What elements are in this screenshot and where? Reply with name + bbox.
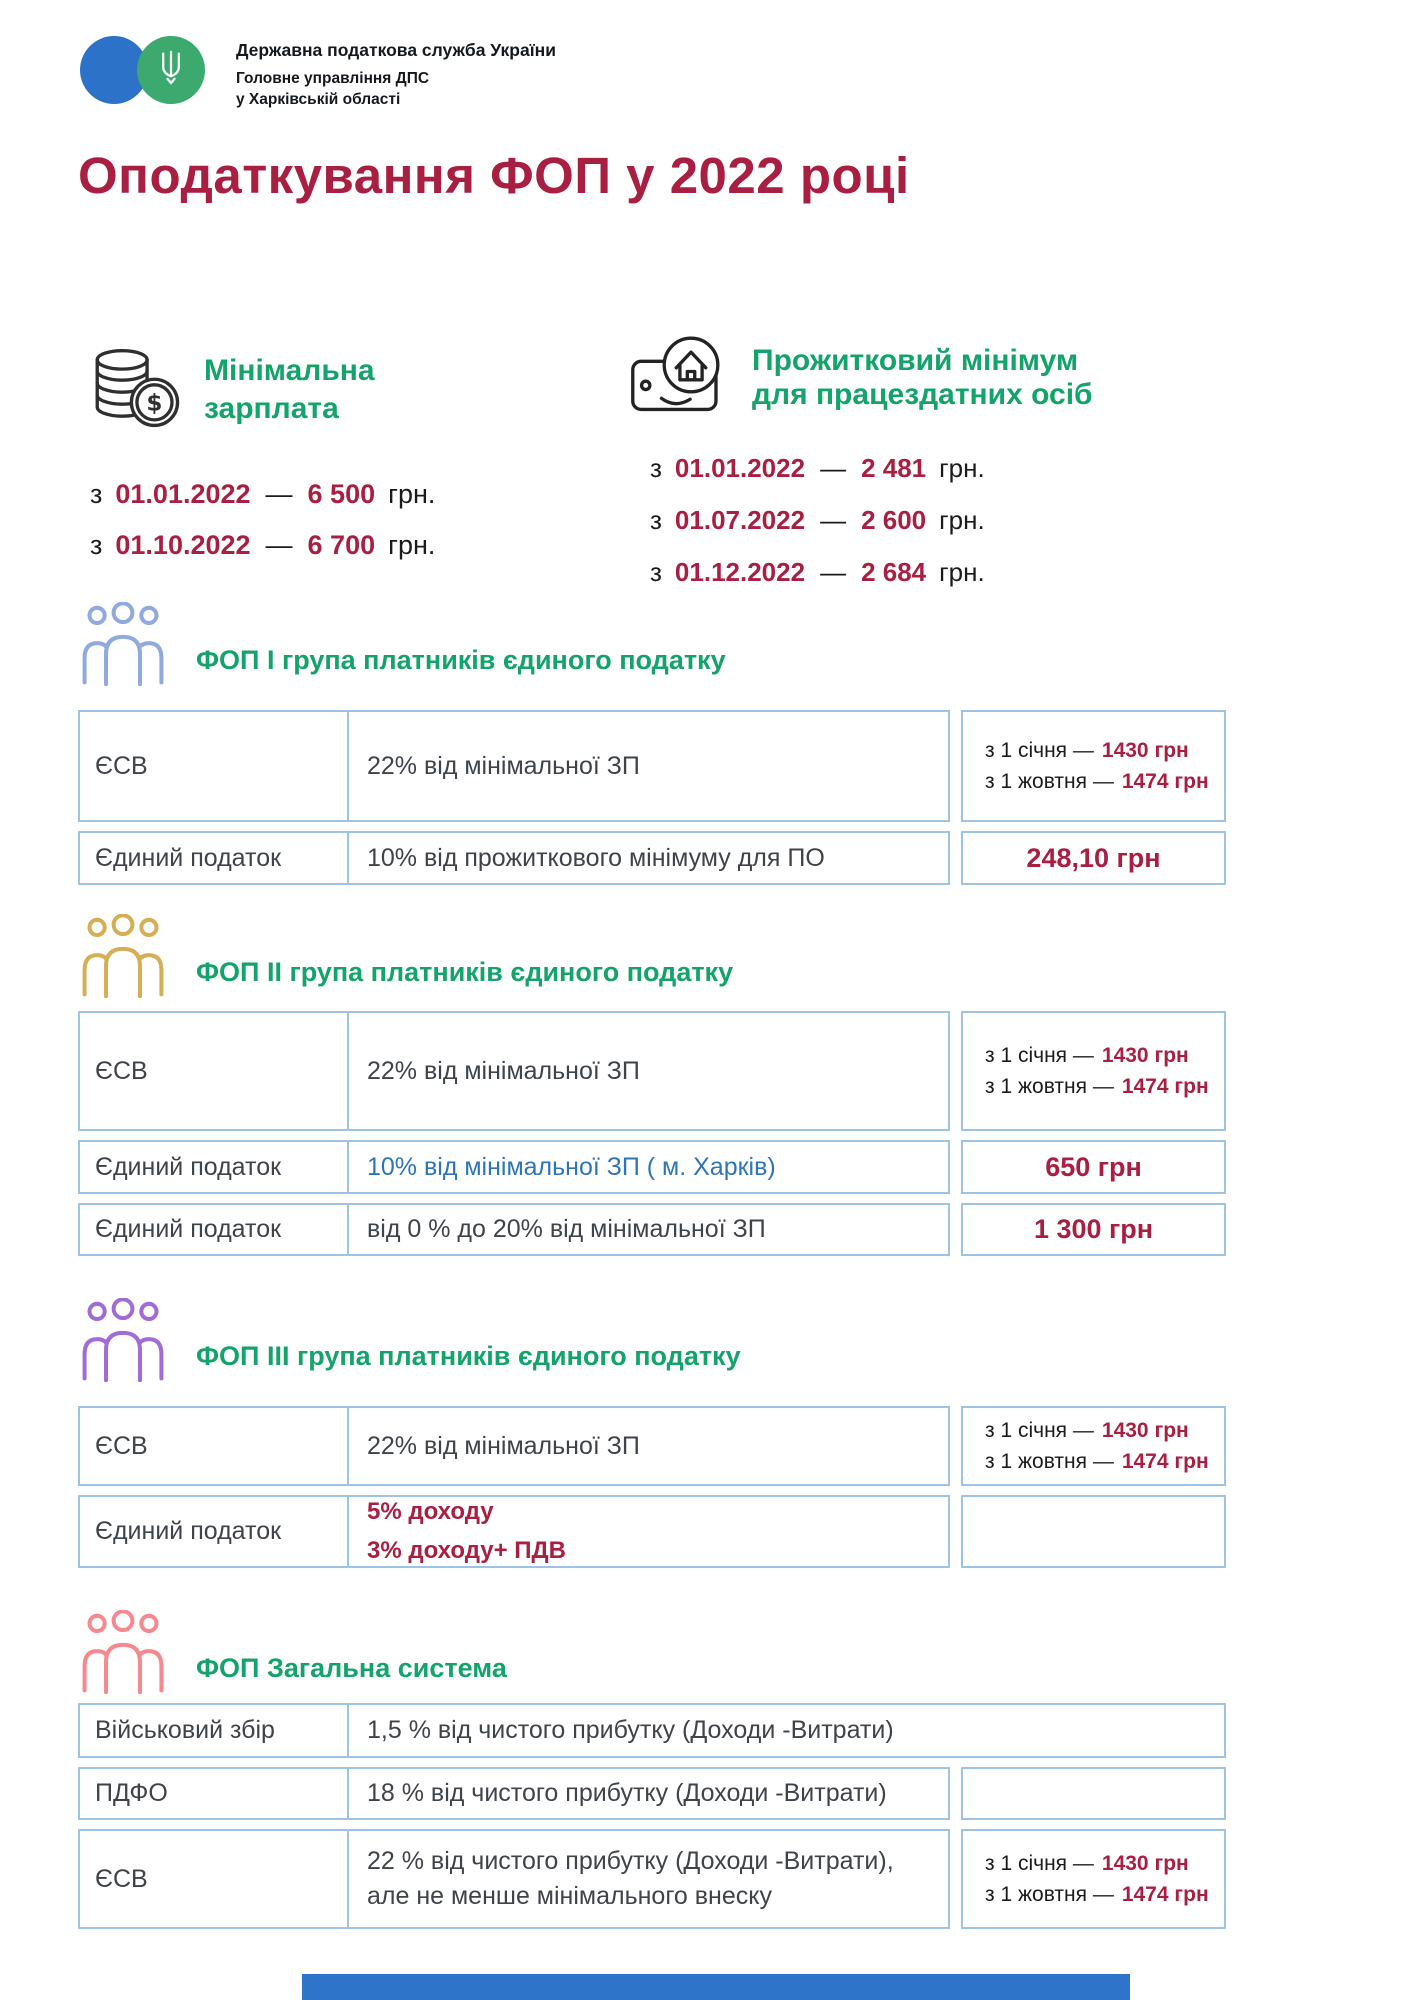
- tax-desc-cell: 10% від прожиткового мінімуму для ПО: [367, 843, 825, 872]
- table-row: [78, 1703, 1226, 1758]
- date-prefix: з: [90, 530, 103, 560]
- footer-accent-bar: [302, 1974, 1130, 2000]
- living-wage-values: [650, 450, 985, 606]
- people-group-icon: [80, 602, 166, 691]
- rate-label: з 1 жовтня —: [985, 769, 1114, 793]
- tax-desc-cell: 22% від мінімальної ЗП: [367, 751, 640, 780]
- rate-label: з 1 жовтня —: [985, 1882, 1114, 1906]
- dps-logo: [80, 36, 210, 106]
- dash: —: [820, 557, 847, 587]
- date-value: 01.07.2022: [674, 505, 806, 535]
- tax-value-cell: 650 грн: [961, 1140, 1226, 1194]
- dash: —: [820, 505, 847, 535]
- table-fop-2: [78, 1011, 1226, 1265]
- table-row: [78, 1203, 1226, 1256]
- table-row: [78, 1767, 1226, 1820]
- tax-desc-cell: 1,5 % від чистого прибутку (Доходи -Витрати): [367, 1716, 894, 1744]
- tax-label-cell: Єдиний податок: [80, 1142, 349, 1192]
- min-salary-row: [90, 527, 435, 563]
- tax-label-cell: ПДФО: [80, 1769, 349, 1818]
- rate-label: з 1 січня —: [985, 1418, 1094, 1442]
- amount-value: 6 500: [307, 479, 376, 509]
- tax-desc-cell: [349, 1497, 948, 1566]
- tax-desc-cell: 10% від мінімальної ЗП ( м. Харків): [367, 1152, 776, 1181]
- empty-value-cell: [961, 1767, 1226, 1820]
- living-wage-label-line1: Прожитковий мінімум: [752, 344, 1079, 377]
- amount-value: 2 600: [861, 505, 927, 535]
- esv-rates-cell: [961, 710, 1226, 822]
- tax-label-cell: ЄСВ: [80, 1013, 349, 1129]
- rate-value: 1474 грн: [1121, 1074, 1209, 1098]
- section-head-fop-1: [80, 602, 726, 690]
- dash: —: [265, 530, 293, 560]
- date-prefix: з: [650, 505, 662, 535]
- table-fop-3: [78, 1406, 1226, 1577]
- section-head-general-system: [80, 1610, 507, 1698]
- tax-desc-cell: 22% від мінімальної ЗП: [367, 1431, 640, 1460]
- date-prefix: з: [650, 453, 662, 483]
- currency-unit: грн.: [939, 505, 985, 535]
- table-row: [78, 1140, 1226, 1194]
- living-wage-row: [650, 554, 985, 590]
- rate-label: з 1 січня —: [985, 738, 1094, 762]
- min-salary-label: [204, 352, 375, 428]
- org-name-line3: у Харківській області: [236, 90, 401, 108]
- dash: —: [265, 479, 293, 509]
- section-head-fop-3: [80, 1298, 741, 1386]
- min-salary-values: [90, 476, 435, 578]
- tax-desc-cell: [349, 1831, 948, 1927]
- table-general-system: [78, 1703, 1226, 1938]
- min-salary-label-line1: Мінімальна: [204, 354, 375, 387]
- people-group-icon: [80, 1610, 166, 1699]
- tax-desc-cell: 22% від мінімальної ЗП: [367, 1056, 640, 1085]
- esv-rates-cell: [961, 1406, 1226, 1486]
- trident-icon: [158, 50, 184, 90]
- logo-green-circle: [137, 36, 205, 104]
- living-wage-row: [650, 502, 985, 538]
- table-fop-1: [78, 710, 1226, 894]
- rate-value: 1430 грн: [1101, 738, 1189, 762]
- org-name-block: [236, 40, 556, 111]
- rate-label: з 1 січня —: [985, 1851, 1094, 1875]
- tax-label-cell: ЄСВ: [80, 1831, 349, 1927]
- rate-value: 1430 грн: [1101, 1418, 1189, 1442]
- amount-value: 6 700: [307, 530, 376, 560]
- living-wage-label: [752, 344, 1093, 412]
- date-value: 01.10.2022: [115, 530, 251, 560]
- living-wage-label-line2: для працездатних осіб: [752, 378, 1093, 412]
- tax-label-cell: Військовий збір: [80, 1705, 349, 1756]
- rate-value: 1430 грн: [1101, 1851, 1189, 1875]
- org-name-line1: Державна податкова служба України: [236, 40, 556, 60]
- rate-value: 1474 грн: [1121, 1882, 1209, 1906]
- tax-desc-line: але не менше мінімального внеску: [367, 1882, 772, 1910]
- tax-label-cell: ЄСВ: [80, 1408, 349, 1484]
- living-wage-row: [650, 450, 985, 486]
- coins-stack-dollar-icon: [88, 346, 184, 436]
- rate-label: з 1 жовтня —: [985, 1449, 1114, 1473]
- table-row: [78, 1829, 1226, 1929]
- table-row: [78, 831, 1226, 885]
- tax-value-cell: 1 300 грн: [961, 1203, 1226, 1256]
- people-group-icon: [80, 1298, 166, 1387]
- currency-unit: грн.: [388, 530, 436, 560]
- table-row: [78, 710, 1226, 822]
- tax-desc-line: 22 % від чистого прибутку (Доходи -Витрати),: [367, 1846, 894, 1875]
- people-group-icon: [80, 914, 166, 1003]
- section-title: ФОП ІІ група платників єдиного податку: [196, 956, 734, 987]
- date-prefix: з: [90, 479, 103, 509]
- tax-rate-line: 5% доходу: [367, 1498, 494, 1526]
- org-name-line2: Головне управління ДПС: [236, 70, 430, 87]
- tax-label-cell: Єдиний податок: [80, 1205, 349, 1254]
- banknote-house-icon: [630, 328, 728, 420]
- tax-value-cell: 248,10 грн: [961, 831, 1226, 885]
- tax-desc-cell: від 0 % до 20% від мінімальної ЗП: [367, 1215, 766, 1243]
- currency-unit: грн.: [939, 557, 985, 587]
- table-row: [78, 1495, 1226, 1568]
- dash: —: [820, 453, 847, 483]
- section-title: ФОП ІІІ група платників єдиного податку: [196, 1340, 741, 1371]
- tax-rate-line: 3% доходу+ ПДВ: [367, 1536, 566, 1564]
- section-title: ФОП Загальна система: [196, 1652, 507, 1683]
- rate-label: з 1 жовтня —: [985, 1074, 1114, 1098]
- tax-label-cell: Єдиний податок: [80, 1497, 349, 1566]
- tax-label-cell: ЄСВ: [80, 712, 349, 820]
- tax-label-cell: Єдиний податок: [80, 833, 349, 883]
- section-title: ФОП І група платників єдиного податку: [196, 644, 726, 675]
- currency-unit: грн.: [388, 479, 436, 509]
- amount-value: 2 481: [861, 453, 927, 483]
- esv-rates-cell: [961, 1829, 1226, 1929]
- table-row: [78, 1406, 1226, 1486]
- empty-value-cell: [961, 1495, 1226, 1568]
- date-value: 01.01.2022: [115, 479, 251, 509]
- min-salary-row: [90, 476, 435, 512]
- page-title: Оподаткування ФОП у 2022 році: [78, 147, 910, 204]
- date-prefix: з: [650, 557, 662, 587]
- rate-value: 1474 грн: [1121, 1449, 1209, 1473]
- currency-unit: грн.: [939, 453, 985, 483]
- rate-label: з 1 січня —: [985, 1043, 1094, 1067]
- table-row: [78, 1011, 1226, 1131]
- amount-value: 2 684: [861, 557, 927, 587]
- tax-desc-cell: 18 % від чистого прибутку (Доходи -Витрати): [367, 1779, 887, 1807]
- section-head-fop-2: [80, 914, 733, 1002]
- svg-text:$: $: [146, 390, 163, 417]
- date-value: 01.01.2022: [674, 453, 806, 483]
- rate-value: 1430 грн: [1101, 1043, 1189, 1067]
- date-value: 01.12.2022: [674, 557, 806, 587]
- min-salary-label-line2: зарплата: [204, 392, 339, 426]
- esv-rates-cell: [961, 1011, 1226, 1131]
- rate-value: 1474 грн: [1121, 769, 1209, 793]
